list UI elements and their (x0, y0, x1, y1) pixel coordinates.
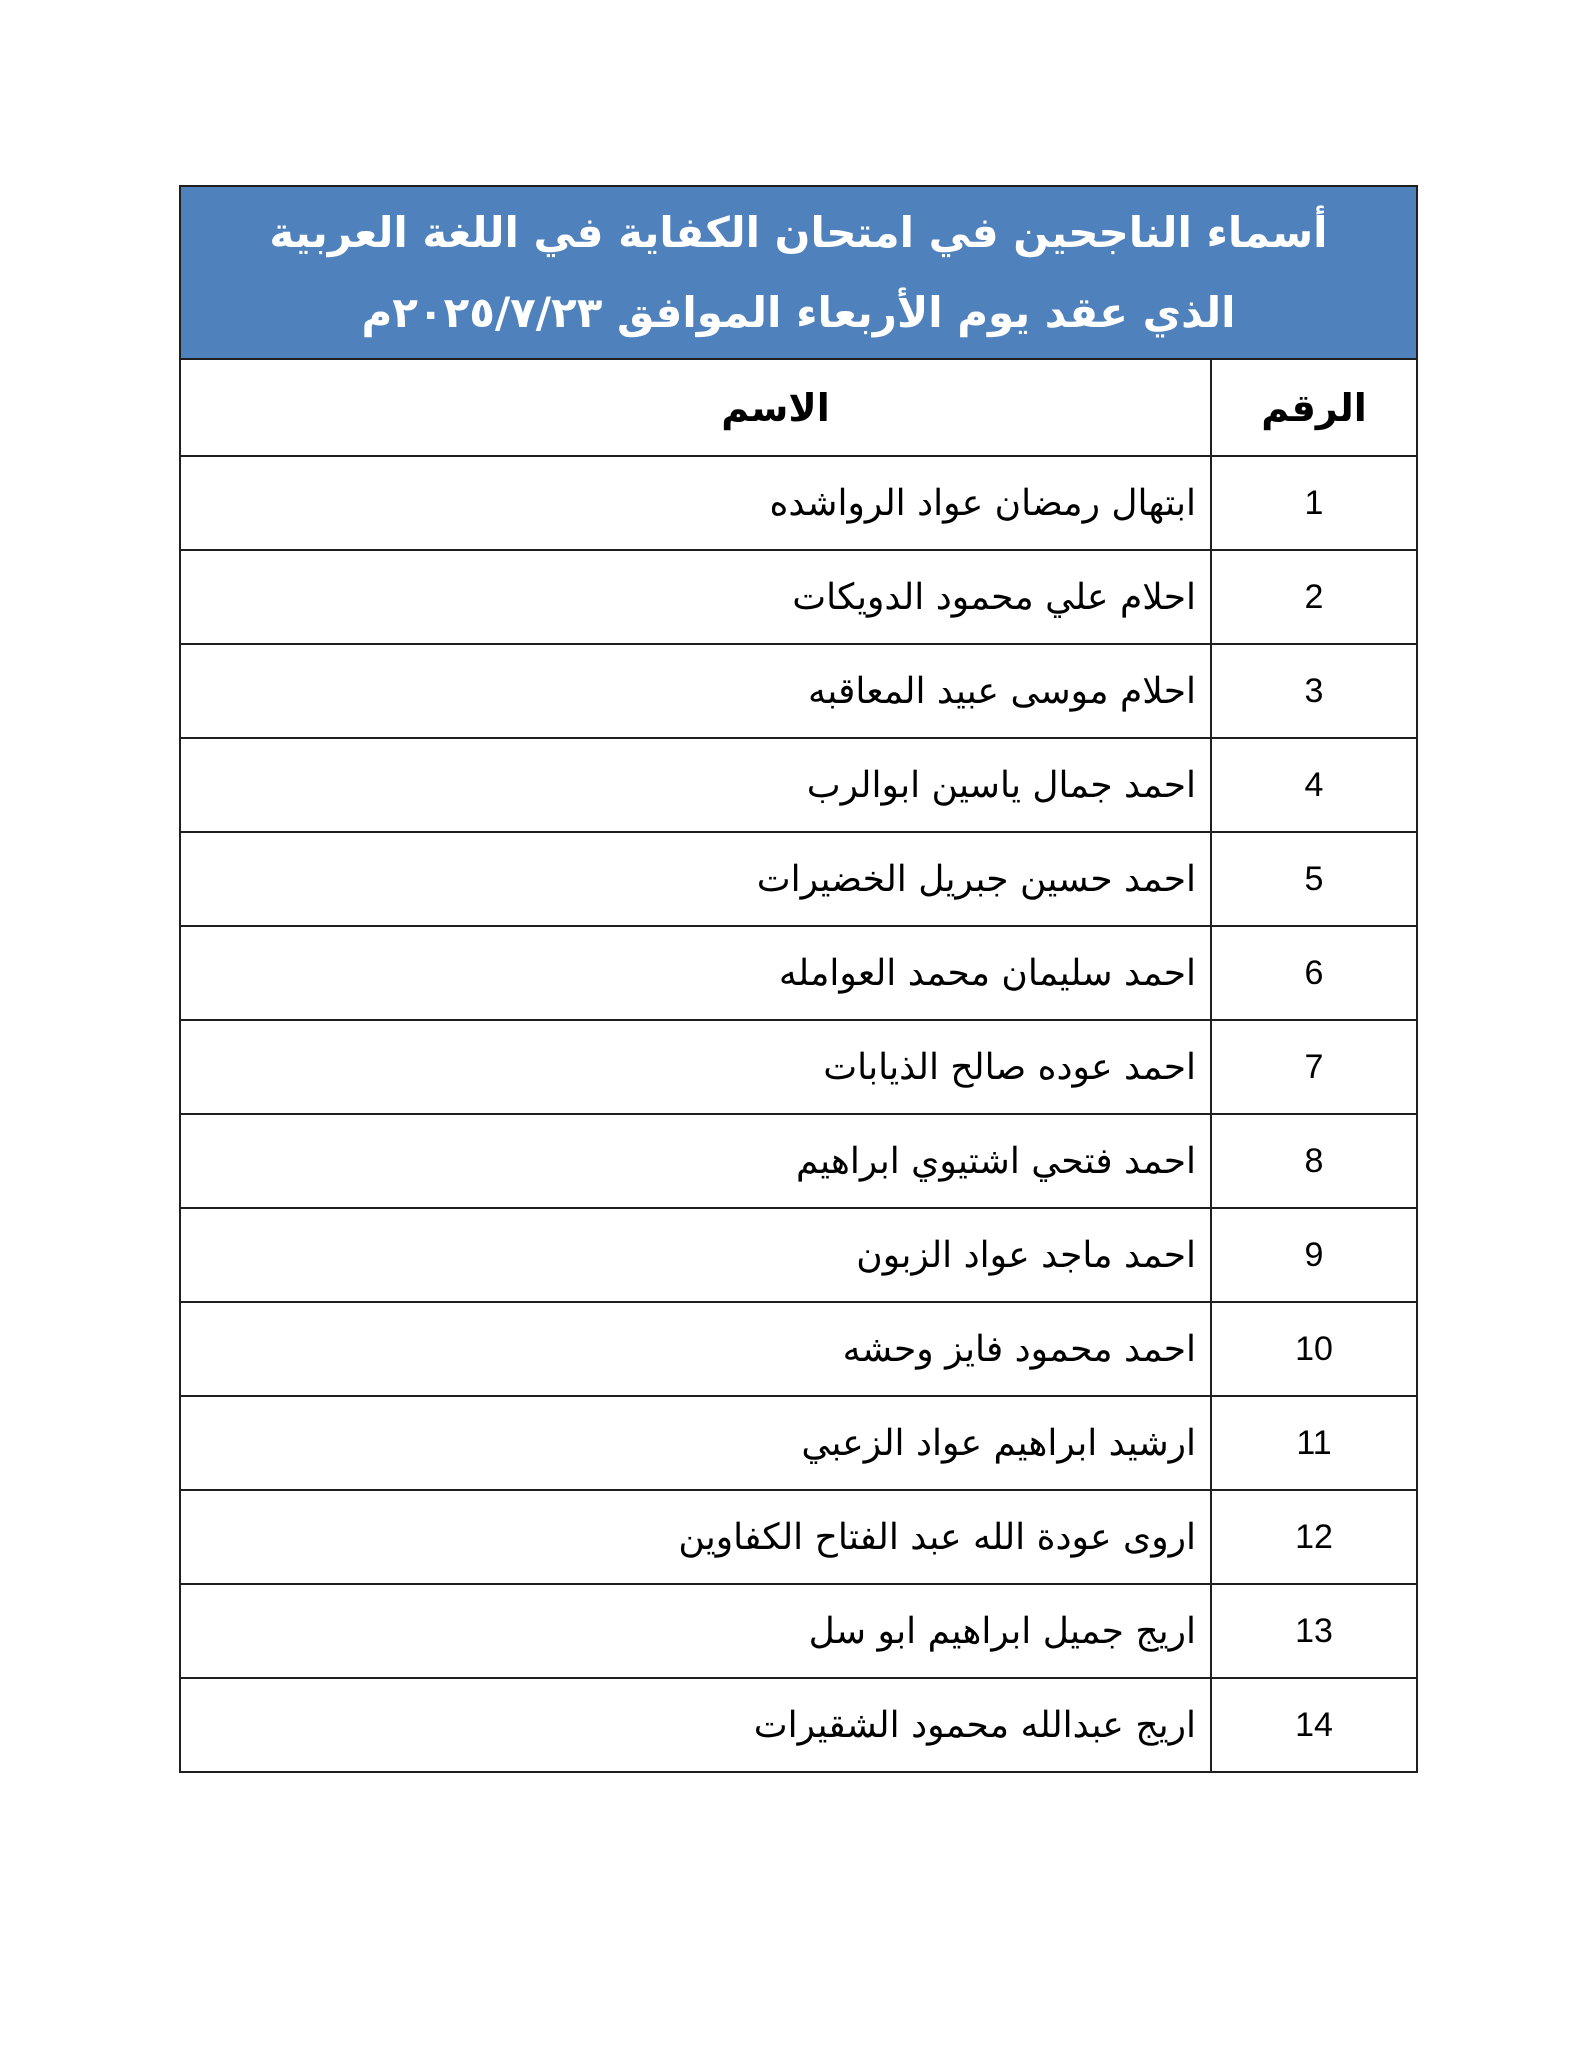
row-name: ابتهال رمضان عواد الرواشده (180, 456, 1211, 550)
table-row (180, 1678, 1417, 1772)
row-number: 13 (1211, 1584, 1417, 1678)
row-name: احمد محمود فايز وحشه (180, 1302, 1211, 1396)
row-name: احمد ماجد عواد الزبون (180, 1208, 1211, 1302)
row-name: احمد فتحي اشتيوي ابراهيم (180, 1114, 1211, 1208)
row-number: 8 (1211, 1114, 1417, 1208)
table-body (180, 456, 1417, 1772)
row-name: احلام علي محمود الدويكات (180, 550, 1211, 644)
row-name: اريج جميل ابراهيم ابو سل (180, 1584, 1211, 1678)
row-number: 7 (1211, 1020, 1417, 1114)
table-row (180, 832, 1417, 926)
row-number: 5 (1211, 832, 1417, 926)
table-row (180, 550, 1417, 644)
table-row (180, 1396, 1417, 1490)
row-number: 1 (1211, 456, 1417, 550)
row-number: 11 (1211, 1396, 1417, 1490)
table-row (180, 926, 1417, 1020)
results-table (179, 358, 1418, 1773)
table-row (180, 1584, 1417, 1678)
row-number: 12 (1211, 1490, 1417, 1584)
row-name: احمد سليمان محمد العوامله (180, 926, 1211, 1020)
row-name: اروى عودة الله عبد الفتاح الكفاوين (180, 1490, 1211, 1584)
title-line-2: الذي عقد يوم الأربعاء الموافق ٢٠٢٥/٧/٢٣م (361, 287, 1236, 337)
column-header-name: الاسم (180, 359, 1211, 456)
row-number: 10 (1211, 1302, 1417, 1396)
row-number: 2 (1211, 550, 1417, 644)
row-number: 14 (1211, 1678, 1417, 1772)
row-name: احمد عوده صالح الذيابات (180, 1020, 1211, 1114)
table-row (180, 1208, 1417, 1302)
row-name: احلام موسى عبيد المعاقبه (180, 644, 1211, 738)
row-number: 6 (1211, 926, 1417, 1020)
table-row (180, 738, 1417, 832)
row-number: 9 (1211, 1208, 1417, 1302)
row-name: اريج عبدالله محمود الشقيرات (180, 1678, 1211, 1772)
row-number: 4 (1211, 738, 1417, 832)
table-row (180, 1114, 1417, 1208)
row-name: احمد حسين جبريل الخضيرات (180, 832, 1211, 926)
title-line-1: أسماء الناجحين في امتحان الكفاية في اللغة العربية (269, 207, 1328, 257)
row-number: 3 (1211, 644, 1417, 738)
table-row (180, 1302, 1417, 1396)
table-row (180, 1020, 1417, 1114)
table-row (180, 456, 1417, 550)
table-row (180, 644, 1417, 738)
row-name: ارشيد ابراهيم عواد الزعبي (180, 1396, 1211, 1490)
table-header-row (180, 359, 1417, 456)
title-banner (179, 185, 1418, 358)
table-row (180, 1490, 1417, 1584)
document-page (179, 185, 1418, 1773)
row-name: احمد جمال ياسين ابوالرب (180, 738, 1211, 832)
column-header-number: الرقم (1211, 359, 1417, 456)
